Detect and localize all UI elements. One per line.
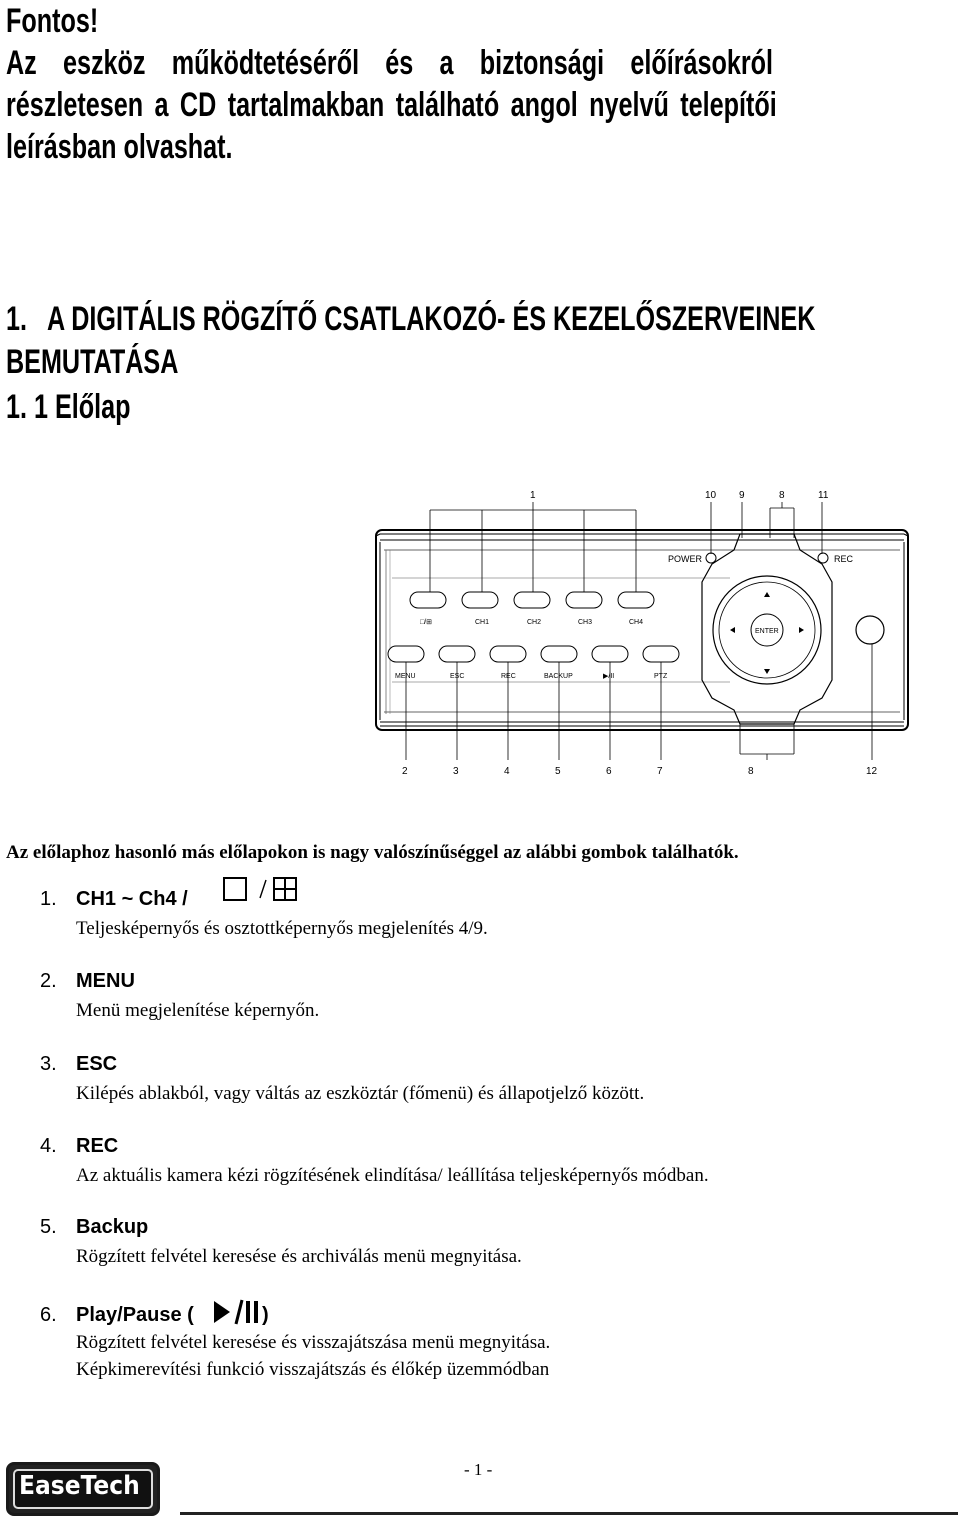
ir-receiver bbox=[856, 616, 884, 644]
power-label: POWER bbox=[668, 554, 703, 564]
callout-6: 6 bbox=[606, 766, 612, 777]
warning-title: Fontos! bbox=[6, 2, 99, 40]
warning-line-2: részletesen a CD tartalmakban található angol nyelvű telepítői bbox=[6, 86, 777, 124]
item-description: Rögzített felvétel keresése és visszajátszása menü megnyitása. bbox=[76, 1332, 551, 1353]
up-arrow-icon bbox=[764, 592, 770, 597]
item-description: Az aktuális kamera kézi rögzítésének elindítása/ leállítása teljesképernyős módban. bbox=[76, 1165, 709, 1186]
play-pause-icon bbox=[212, 1298, 262, 1328]
callout-2: 2 bbox=[402, 766, 408, 777]
callout-3: 3 bbox=[453, 766, 459, 777]
callout-4: 4 bbox=[504, 766, 510, 777]
right-arrow-icon bbox=[799, 627, 804, 633]
item-number: 2. bbox=[40, 970, 57, 992]
menu-label: MENU bbox=[395, 673, 416, 680]
button-row-1-labels bbox=[420, 619, 643, 626]
item-description: Teljesképernyős és osztottképernyős megjelenítés 4/9. bbox=[76, 918, 488, 939]
top-callouts bbox=[530, 490, 829, 501]
rec-led bbox=[818, 553, 828, 563]
footer-rule bbox=[180, 1512, 958, 1515]
backup-button[interactable] bbox=[541, 646, 577, 662]
split-screen-button[interactable] bbox=[410, 592, 446, 608]
rec-label: REC bbox=[834, 554, 854, 564]
ptz-label: PTZ bbox=[654, 673, 668, 680]
callout-11: 11 bbox=[818, 490, 829, 501]
item-title: CH1 ~ Ch4 / bbox=[76, 888, 188, 910]
ch3-button[interactable] bbox=[566, 592, 602, 608]
item-description: Menü megjelenítése képernyőn. bbox=[76, 1000, 320, 1021]
bottom-callout-lines bbox=[406, 644, 872, 760]
backup-label: BACKUP bbox=[544, 673, 573, 680]
left-arrow-icon bbox=[730, 627, 735, 633]
enter-label: ENTER bbox=[755, 628, 779, 635]
item-title: Backup bbox=[76, 1216, 149, 1238]
button-row-1 bbox=[410, 592, 654, 608]
ch2-label: CH2 bbox=[527, 619, 542, 626]
panel-chassis bbox=[376, 530, 908, 730]
callout-8-top: 8 bbox=[779, 490, 785, 501]
menu-button[interactable] bbox=[388, 646, 424, 662]
ch2-button[interactable] bbox=[514, 592, 550, 608]
split-screen-label: □/⊞ bbox=[420, 619, 433, 626]
item-number: 3. bbox=[40, 1053, 57, 1075]
esc-label: ESC bbox=[450, 673, 465, 680]
item-number: 1. bbox=[40, 888, 57, 910]
intro-text: Az előlaphoz hasonló más előlapokon is nagy valószínűséggel az alábbi gombok találhatók. bbox=[6, 842, 739, 863]
item-number: 6. bbox=[40, 1304, 57, 1326]
power-led bbox=[706, 553, 716, 563]
item-title: Play/Pause ( bbox=[76, 1304, 194, 1326]
callout-9: 9 bbox=[739, 490, 745, 501]
ptz-button[interactable] bbox=[643, 646, 679, 662]
rec-btn-label: REC bbox=[501, 673, 516, 680]
item-description: Kilépés ablakból, vagy váltás az eszköztár (főmenü) és állapotjelző között. bbox=[76, 1083, 645, 1104]
button-row-2-labels bbox=[395, 673, 668, 680]
indicator-leds bbox=[668, 553, 854, 564]
item-title: MENU bbox=[76, 970, 135, 992]
easetech-logo bbox=[6, 1462, 160, 1516]
button-row-2 bbox=[388, 646, 679, 662]
section-heading: 1. A DIGITÁLIS RÖGZÍTŐ CSATLAKOZÓ- ÉS KEZELŐSZERVEINEK bbox=[6, 300, 816, 338]
ch1-button[interactable] bbox=[462, 592, 498, 608]
play-pause-button[interactable] bbox=[592, 646, 628, 662]
callout-12: 12 bbox=[866, 766, 878, 777]
item-title: ESC bbox=[76, 1053, 118, 1075]
callout-7: 7 bbox=[657, 766, 663, 777]
item-title-end: ) bbox=[262, 1304, 269, 1326]
down-arrow-icon bbox=[764, 669, 770, 674]
play-pause-label: ▶/II bbox=[603, 673, 615, 680]
warning-line-1: Az eszköz működtetéséről és a biztonsági előírásokról bbox=[6, 44, 773, 82]
item-number: 5. bbox=[40, 1216, 57, 1238]
warning-line-3: leírásban olvashat. bbox=[6, 128, 233, 166]
callout-8-bottom: 8 bbox=[748, 766, 754, 777]
page-number: - 1 - bbox=[464, 1460, 493, 1479]
esc-button[interactable] bbox=[439, 646, 475, 662]
fullscreen-split-icon bbox=[222, 874, 302, 908]
ch3-label: CH3 bbox=[578, 619, 593, 626]
item-title: REC bbox=[76, 1135, 119, 1157]
ch4-label: CH4 bbox=[629, 619, 644, 626]
bottom-callouts bbox=[402, 766, 878, 777]
ch4-button[interactable] bbox=[618, 592, 654, 608]
section-subheading: 1. 1 Előlap bbox=[6, 388, 131, 426]
rec-button[interactable] bbox=[490, 646, 526, 662]
item-description: Rögzített felvétel keresése és archiválás menü megnyitása. bbox=[76, 1246, 522, 1267]
callout-10: 10 bbox=[705, 490, 717, 501]
front-panel-diagram bbox=[0, 478, 960, 788]
ch1-label: CH1 bbox=[475, 619, 490, 626]
callout-1: 1 bbox=[530, 490, 536, 501]
item-description-2: Képkimerevítési funkció visszajátszás és élőkép üzemmódban bbox=[76, 1359, 550, 1380]
item-number: 4. bbox=[40, 1135, 57, 1157]
top-callout-lines bbox=[430, 502, 822, 594]
callout-5: 5 bbox=[555, 766, 561, 777]
section-heading-cont: BEMUTATÁSA bbox=[6, 343, 179, 381]
logo-text: EaseTech bbox=[19, 1471, 140, 1501]
